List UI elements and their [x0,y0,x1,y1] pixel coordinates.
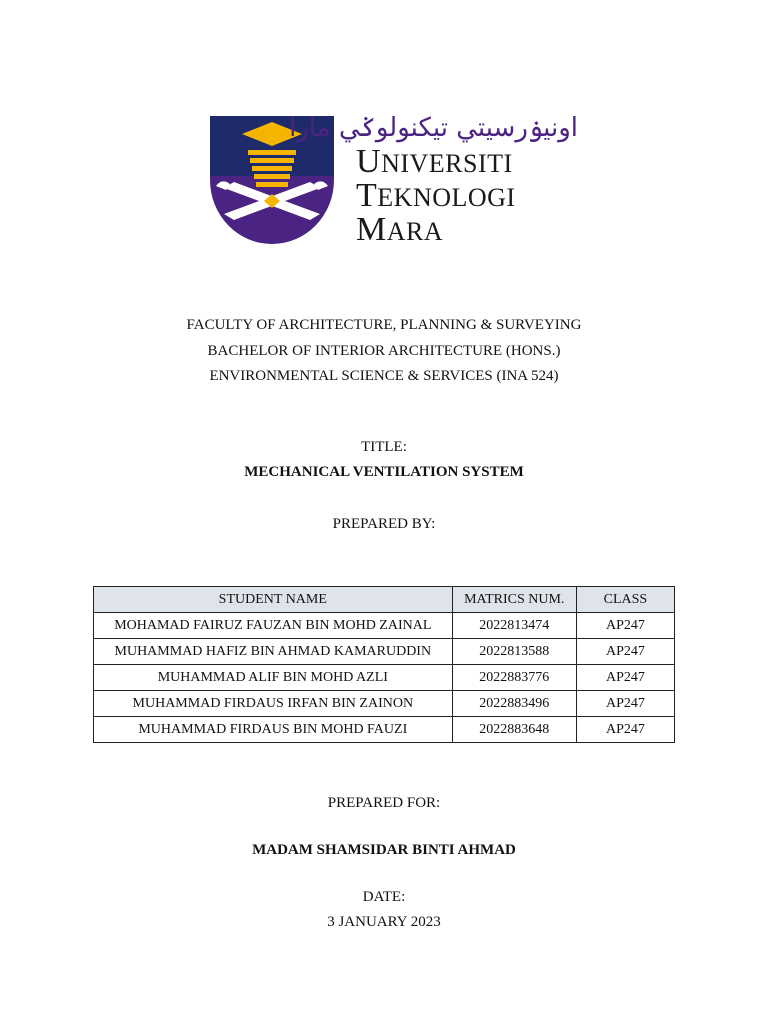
course-name: ENVIRONMENTAL SCIENCE & SERVICES (INA 524) [209,368,559,384]
programme-name: BACHELOR OF INTERIOR ARCHITECTURE (HONS.) [207,343,561,359]
student-name-cell: MUHAMMAD ALIF BIN MOHD AZLI [94,665,453,691]
header-matrics-num: MATRICS NUM. [452,587,576,613]
matric-num-cell: 2022883648 [452,717,576,743]
student-name-cell: MUHAMMAD FIRDAUS IRFAN BIN ZAINON [94,691,453,717]
table-row [94,665,675,691]
students-table [93,586,675,743]
class-cell: AP247 [576,665,674,691]
matric-num-cell: 2022813474 [452,613,576,639]
matric-num-cell: 2022883776 [452,665,576,691]
matric-num-cell: 2022813588 [452,639,576,665]
class-cell: AP247 [576,717,674,743]
class-cell: AP247 [576,691,674,717]
header-student-name: STUDENT NAME [94,587,453,613]
jawi-university-name: اونيۏرسيتي تيکنولوݢي مارا [289,113,578,143]
matric-num-cell: 2022883496 [452,691,576,717]
table-row [94,717,675,743]
report-title: MECHANICAL VENTILATION SYSTEM [244,464,524,480]
wordmark-line-2: TEKNOLOGI [356,177,516,214]
table-row [94,691,675,717]
lecturer-name: MADAM SHAMSIDAR BINTI AHMAD [252,842,516,858]
submission-date: 3 JANUARY 2023 [327,914,441,930]
prepared-for-label: PREPARED FOR: [327,795,441,811]
class-cell: AP247 [576,639,674,665]
student-name-cell: MUHAMMAD FIRDAUS BIN MOHD FAUZI [94,717,453,743]
table-row [94,639,675,665]
table-row [94,613,675,639]
university-wordmark [356,143,516,248]
student-name-cell: MUHAMMAD HAFIZ BIN AHMAD KAMARUDDIN [94,639,453,665]
header-class: CLASS [576,587,674,613]
table-header-row [94,587,675,613]
wordmark-line-3: MARA [356,211,444,248]
faculty-name: FACULTY OF ARCHITECTURE, PLANNING & SURVEYING [186,317,582,333]
title-label: TITLE: [361,439,407,455]
prepared-by-label: PREPARED BY: [332,516,436,532]
date-label: DATE: [362,889,406,905]
student-name-cell: MOHAMAD FAIRUZ FAUZAN BIN MOHD ZAINAL [94,613,453,639]
wordmark-line-1: UNIVERSITI [356,143,513,180]
class-cell: AP247 [576,613,674,639]
